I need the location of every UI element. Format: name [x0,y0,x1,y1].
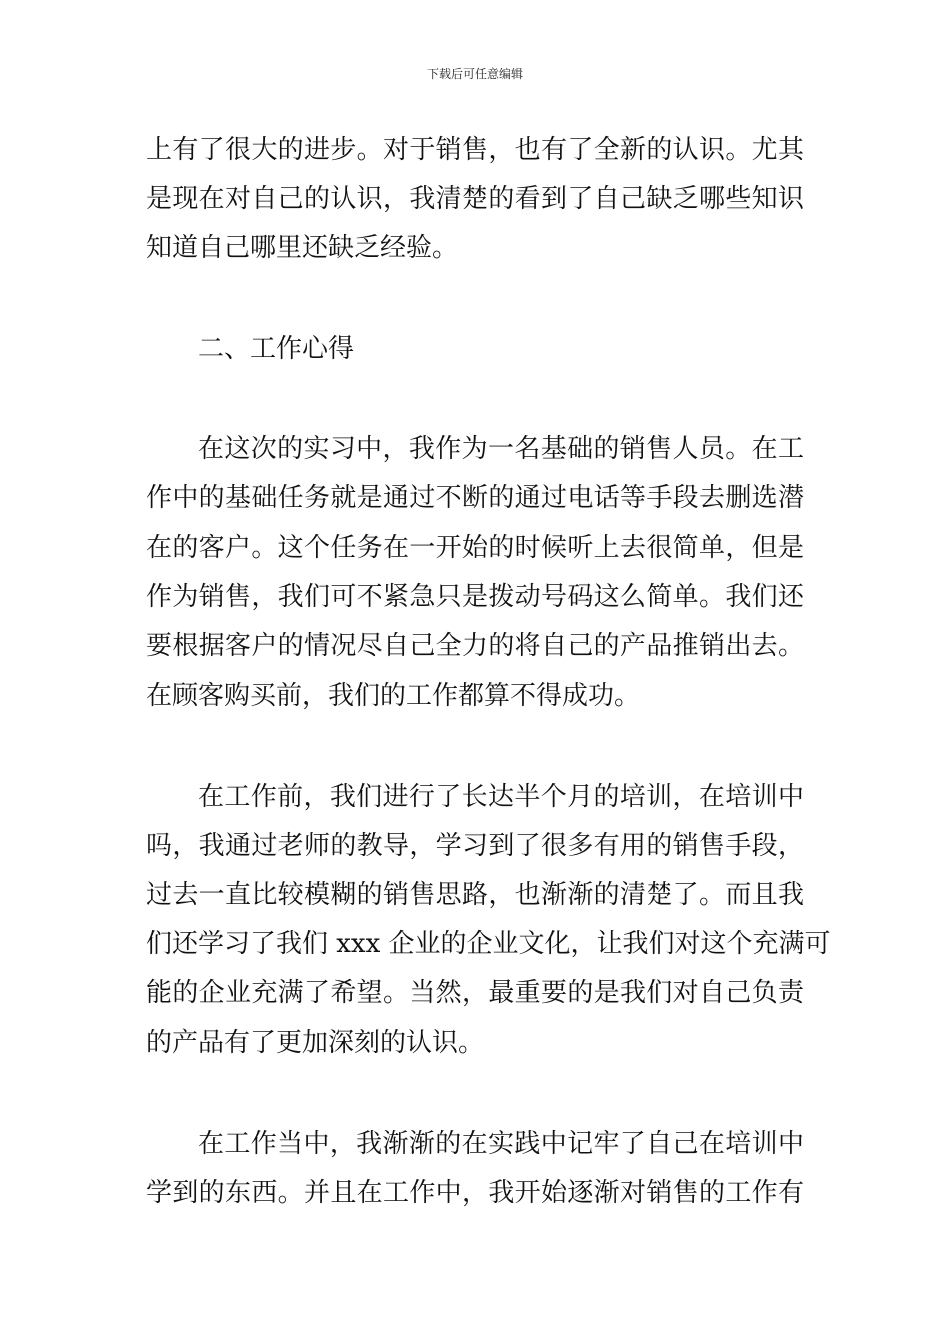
paragraph-3-line-3: 过去一直比较模糊的销售思路，也渐渐的清楚了。而且我 [146,880,804,910]
paragraph-3-line-2: 吗，我通过老师的教导，学习到了很多有用的销售手段， [146,831,804,861]
paragraph-3-line-1: 在工作前，我们进行了长达半个月的培训，在培训中 [198,782,804,812]
paragraph-2-line-6: 在顾客购买前，我们的工作都算不得成功。 [146,681,641,711]
paragraph-3-line-4: 们还学习了我们 xxx 企业的企业文化，让我们对这个充满可 [146,929,831,959]
paragraph-3-line-6: 的产品有了更加深刻的认识。 [146,1028,485,1058]
paragraph-3-line-5: 能的企业充满了希望。当然，最重要的是我们对自己负责 [146,978,804,1008]
paragraph-2-line-3: 在的客户。这个任务在一开始的时候听上去很简单，但是 [146,533,804,563]
page-header-note: 下载后可任意编辑 [426,67,523,81]
paragraph-1-line-3: 知道自己哪里还缺乏经验。 [146,233,459,263]
paragraph-2-line-2: 作中的基础任务就是通过不断的通过电话等手段去删选潜 [146,483,804,513]
paragraph-4-line-1: 在工作当中，我渐渐的在实践中记牢了自己在培训中 [198,1129,804,1159]
paragraph-1-line-1: 上有了很大的进步。对于销售，也有了全新的认识。尤其 [146,135,804,165]
section-heading: 二、工作心得 [198,334,355,364]
paragraph-2-line-5: 要根据客户的情况尽自己全力的将自己的产品推销出去。 [146,631,804,661]
paragraph-1-line-2: 是现在对自己的认识，我清楚的看到了自己缺乏哪些知识 [146,184,804,214]
paragraph-4-line-2: 学到的东西。并且在工作中，我开始逐渐对销售的工作有 [146,1178,804,1208]
paragraph-2-line-4: 作为销售，我们可不紧急只是拨动号码这么简单。我们还 [146,582,804,612]
paragraph-2-line-1: 在这次的实习中，我作为一名基础的销售人员。在工 [198,434,804,464]
